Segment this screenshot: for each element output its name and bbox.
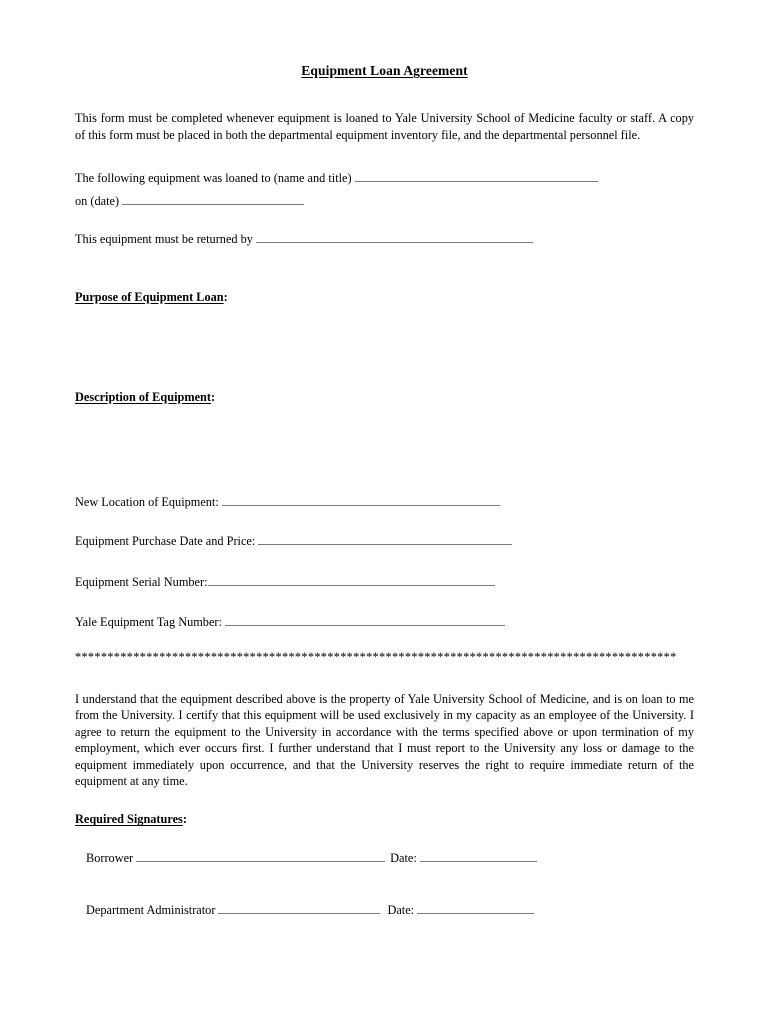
purpose-entry-area[interactable] [75,305,694,389]
field-serial-number-input[interactable] [208,574,495,586]
description-entry-area[interactable] [75,406,694,494]
certification-paragraph: I understand that the equipment described above is the property of Yale University School of Medicine, and is on loan to me from the University. I certify that this equipment will be used exclusively in my capacity as an employee of the University. I agree to return the equipment to the University in accordance with the terms specified above or upon termination of my employment, which ever occurs first. I further understand that I must report to the University any loss or damage to the equipment immediately upon occurrence, and that the University reserves the right to require immediate return of the equipment at any time. [75,692,694,789]
signature-date-input-borrower[interactable] [420,850,537,862]
section-header-purpose [75,289,694,306]
signature-role-borrower: Borrower [86,850,134,865]
field-loan-date [75,193,694,210]
field-loaned-to-label: The following equipment was loaned to (name and title) [75,171,352,185]
section-header-description-label: Description of Equipment [75,390,211,404]
signature-date-input-administrator[interactable] [417,902,534,914]
spacer-signature-block [75,828,694,850]
signature-input-administrator[interactable] [218,902,380,914]
signature-date-label-borrower: Date: [390,850,417,865]
spacer-before-purpose [75,248,694,289]
field-tag-number-input[interactable] [225,614,505,626]
spacer-before-certification [75,665,694,691]
asterisk-divider: ********************************************************************************************* [75,649,677,664]
signature-row-administrator [75,902,694,919]
document-content [75,0,694,919]
spacer-serial-tag [75,590,694,614]
field-new-location [75,494,694,511]
spacer-location-purchase [75,510,694,533]
page-title-text: Equipment Loan Agreement [301,63,468,78]
field-return-by-input[interactable] [256,231,533,243]
section-header-signatures-label: Required Signatures [75,812,183,827]
section-header-purpose-label: Purpose of Equipment Loan [75,289,224,304]
section-header-signatures [75,811,694,828]
section-header-description-colon: : [210,390,216,404]
section-header-purpose-colon: : [223,289,228,304]
field-new-location-label: New Location of Equipment: [75,494,219,509]
field-loaned-to-input[interactable] [355,170,598,182]
spacer-before-signatures [75,789,694,811]
spacer-between-signatures [75,866,694,902]
field-purchase-date-price-input[interactable] [258,533,512,545]
spacer-before-return [75,209,694,231]
spacer-purchase-serial [75,550,694,574]
signature-row-borrower [75,850,694,867]
field-tag-number-label: Yale Equipment Tag Number: [75,615,222,629]
field-return-by [75,231,694,248]
spacer-after-intro [75,143,694,170]
signature-role-administrator: Department Administrator [86,903,216,918]
signature-input-borrower[interactable] [136,850,385,862]
field-new-location-input[interactable] [222,494,500,506]
field-serial-number [75,574,694,591]
section-header-signatures-colon: : [182,812,187,827]
page-title [75,0,694,79]
section-header-description [75,389,694,406]
intro-paragraph: This form must be completed whenever equipment is loaned to Yale University School of Medicine faculty or staff. A copy of this form must be placed in both the departmental equipment inventory file, and the departmental personnel file. [75,111,694,142]
field-return-by-label: This equipment must be returned by [75,232,253,246]
spacer-before-divider [75,631,694,649]
field-loan-date-input[interactable] [122,193,304,205]
field-tag-number [75,614,694,631]
field-purchase-date-price [75,533,694,550]
field-serial-number-label: Equipment Serial Number: [75,574,208,589]
field-loan-date-label: on (date) [75,193,120,208]
field-loaned-to [75,170,694,187]
signature-date-label-administrator: Date: [387,903,415,918]
field-purchase-date-price-label: Equipment Purchase Date and Price: [75,534,256,548]
